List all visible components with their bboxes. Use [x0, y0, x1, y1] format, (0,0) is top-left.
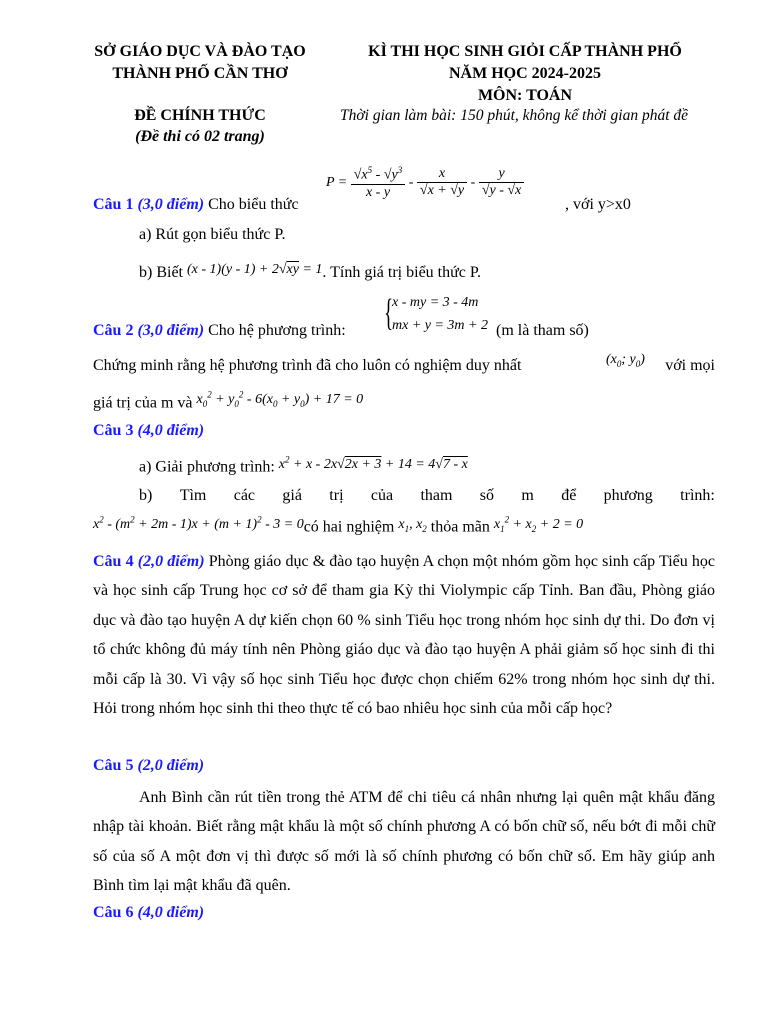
q5-paragraph: Anh Bình cần rút tiền trong thẻ ATM để chi tiêu cá nhân nhưng lại quên mật khẩu đăng nhập tài khoản. Biết rằng mật khẩu là một số chính phương A có bốn chữ số, nếu bớt đi mỗi chữ số của số A một đơn vị thì được số mới là số chính phương có bốn chữ số. Em hãy giúp anh Bình tìm lại mật khẩu đã quên.	[93, 789, 715, 895]
q2-condition-formula: $x_0^2 + y_0^2 - 6(x_0 + y_0) + 17 = 0$	[196, 389, 364, 409]
q6-line	[93, 904, 204, 922]
q3-b-word: trình:	[680, 487, 715, 504]
q5-label: Câu 5	[93, 757, 134, 774]
q5-line	[93, 757, 204, 775]
q3-b-equation: $x^2 - (m^2 + 2m - 1)x + (m + 1)^2 - 3 = 0$	[93, 514, 304, 532]
q3-b-word: tham	[420, 487, 453, 504]
school-year: NĂM HỌC 2024-2025	[449, 65, 601, 82]
q2-param: (m là tham số)	[496, 322, 589, 339]
q3-part-b-line2	[93, 514, 584, 537]
q1-formula: P = $\frac{√x^5 - √y^3}{x - y}$ - $\frac{x}{√x + √y}$ - $\frac{y}{√y - √x}$	[326, 165, 524, 201]
q3-b-word: của	[370, 487, 394, 504]
exam-title: KÌ THI HỌC SINH GIỎI CẤP THÀNH PHỐ	[368, 43, 682, 60]
q3-a-formula: $x^2 + x - 2x√2x + 3 + 14 = 4√7 - x$	[278, 454, 468, 472]
q1-b-post: . Tính giá trị biểu thức P.	[322, 264, 482, 281]
q3-a-text: a) Giải phương trình:	[139, 458, 275, 476]
q3-points: (4,0 điểm)	[137, 422, 205, 439]
subject: MÔN: TOÁN	[477, 87, 573, 104]
q4-text: Phòng giáo dục & đào tạo huyện A chọn một nhóm gồm học sinh cấp Tiểu học và học sinh cấp Trung học cơ sở để tham gia Kỳ thi Violympic cấp Tỉnh. Ban đầu, Phòng giáo dục và đào tạo huyện A dự kiến chọn 60 % sinh Tiểu học trong nhóm học sinh dự thi. Do đơn vị tổ chức không đủ máy tính nên Phòng giáo dục và đào tạo huyện A phải giảm số học sinh đi thi mỗi cấp là 30. Vì vậy số học sinh Tiểu học được chọn chiếm 62% trong nhóm học sinh dự thi. Hỏi trong nhóm học sinh thi theo thực tế có bao nhiêu học sinh của mỗi cấp học?	[93, 553, 716, 718]
q5-points: (2,0 điểm)	[137, 757, 205, 774]
q2-body-line2-text: giá trị của m và	[93, 394, 193, 412]
q3-b-condition: $x_1^2 + x_2 + 2 = 0$	[493, 514, 584, 534]
q2-points: (3,0 điểm)	[137, 322, 205, 339]
q1-points: (3,0 điểm)	[137, 196, 205, 213]
q3-b-word: trị	[329, 487, 344, 504]
q3-part-b-line1	[139, 487, 715, 505]
q3-b-word: để	[561, 487, 577, 504]
q3-line	[93, 422, 204, 440]
q2-body-pre: Chứng minh rằng hệ phương trình đã cho luôn có nghiệm duy nhất	[93, 357, 522, 374]
q3-b-word: phương	[603, 487, 653, 504]
q6-label: Câu 6	[93, 904, 134, 921]
q4-label: Câu 4	[93, 553, 134, 570]
q1-intro: Cho biểu thức	[208, 196, 299, 213]
q2-line	[93, 322, 346, 340]
q3-b-word: b)	[139, 487, 153, 504]
q3-b-word: m	[521, 487, 534, 504]
q1-label: Câu 1	[93, 196, 134, 213]
city-name: THÀNH PHỐ CẦN THƠ	[112, 65, 288, 82]
q2-body-mid: với mọi	[665, 357, 715, 374]
q2-body-line2	[93, 389, 364, 413]
q3-b-end: thỏa mãn	[430, 518, 490, 536]
q3-b-roots: $x_1$, $x_2$	[398, 516, 427, 534]
pages-note: (Đề thi có 02 trang)	[135, 128, 265, 145]
q3-b-word: giá	[282, 487, 302, 504]
q6-points: (4,0 điểm)	[137, 904, 205, 921]
q4-points: (2,0 điểm)	[137, 553, 205, 570]
q2-body-line1	[93, 352, 715, 375]
q1-part-a: a) Rút gọn biểu thức P.	[139, 226, 286, 243]
dept-name: SỞ GIÁO DỤC VÀ ĐÀO TẠO	[94, 43, 306, 60]
q4-paragraph	[93, 547, 715, 723]
official-label: ĐỀ CHÍNH THỨC	[134, 107, 266, 124]
q3-b-word: các	[233, 487, 256, 504]
q1-condition: , với y>x0	[565, 196, 631, 213]
q3-b-word: Tìm	[179, 487, 207, 504]
q3-b-word: số	[479, 487, 495, 504]
time-note: Thời gian làm bài: 150 phút, không kể thời gian phát đề	[340, 107, 689, 124]
q1-line	[93, 196, 299, 214]
q2-label: Câu 2	[93, 322, 134, 339]
q1-b-formula: (x - 1)(y - 1) + 2√xy = 1	[187, 262, 323, 277]
q2-intro: Cho hệ phương trình:	[208, 322, 346, 339]
q2-x0y0: ($x_0$; $y_0$)	[606, 352, 645, 369]
q3-part-a	[139, 454, 468, 477]
q1-part-b	[139, 264, 481, 282]
q1-b-pre: b) Biết	[139, 264, 183, 281]
q3-b-mid: có hai nghiệm	[303, 518, 395, 536]
q3-label: Câu 3	[93, 422, 134, 439]
